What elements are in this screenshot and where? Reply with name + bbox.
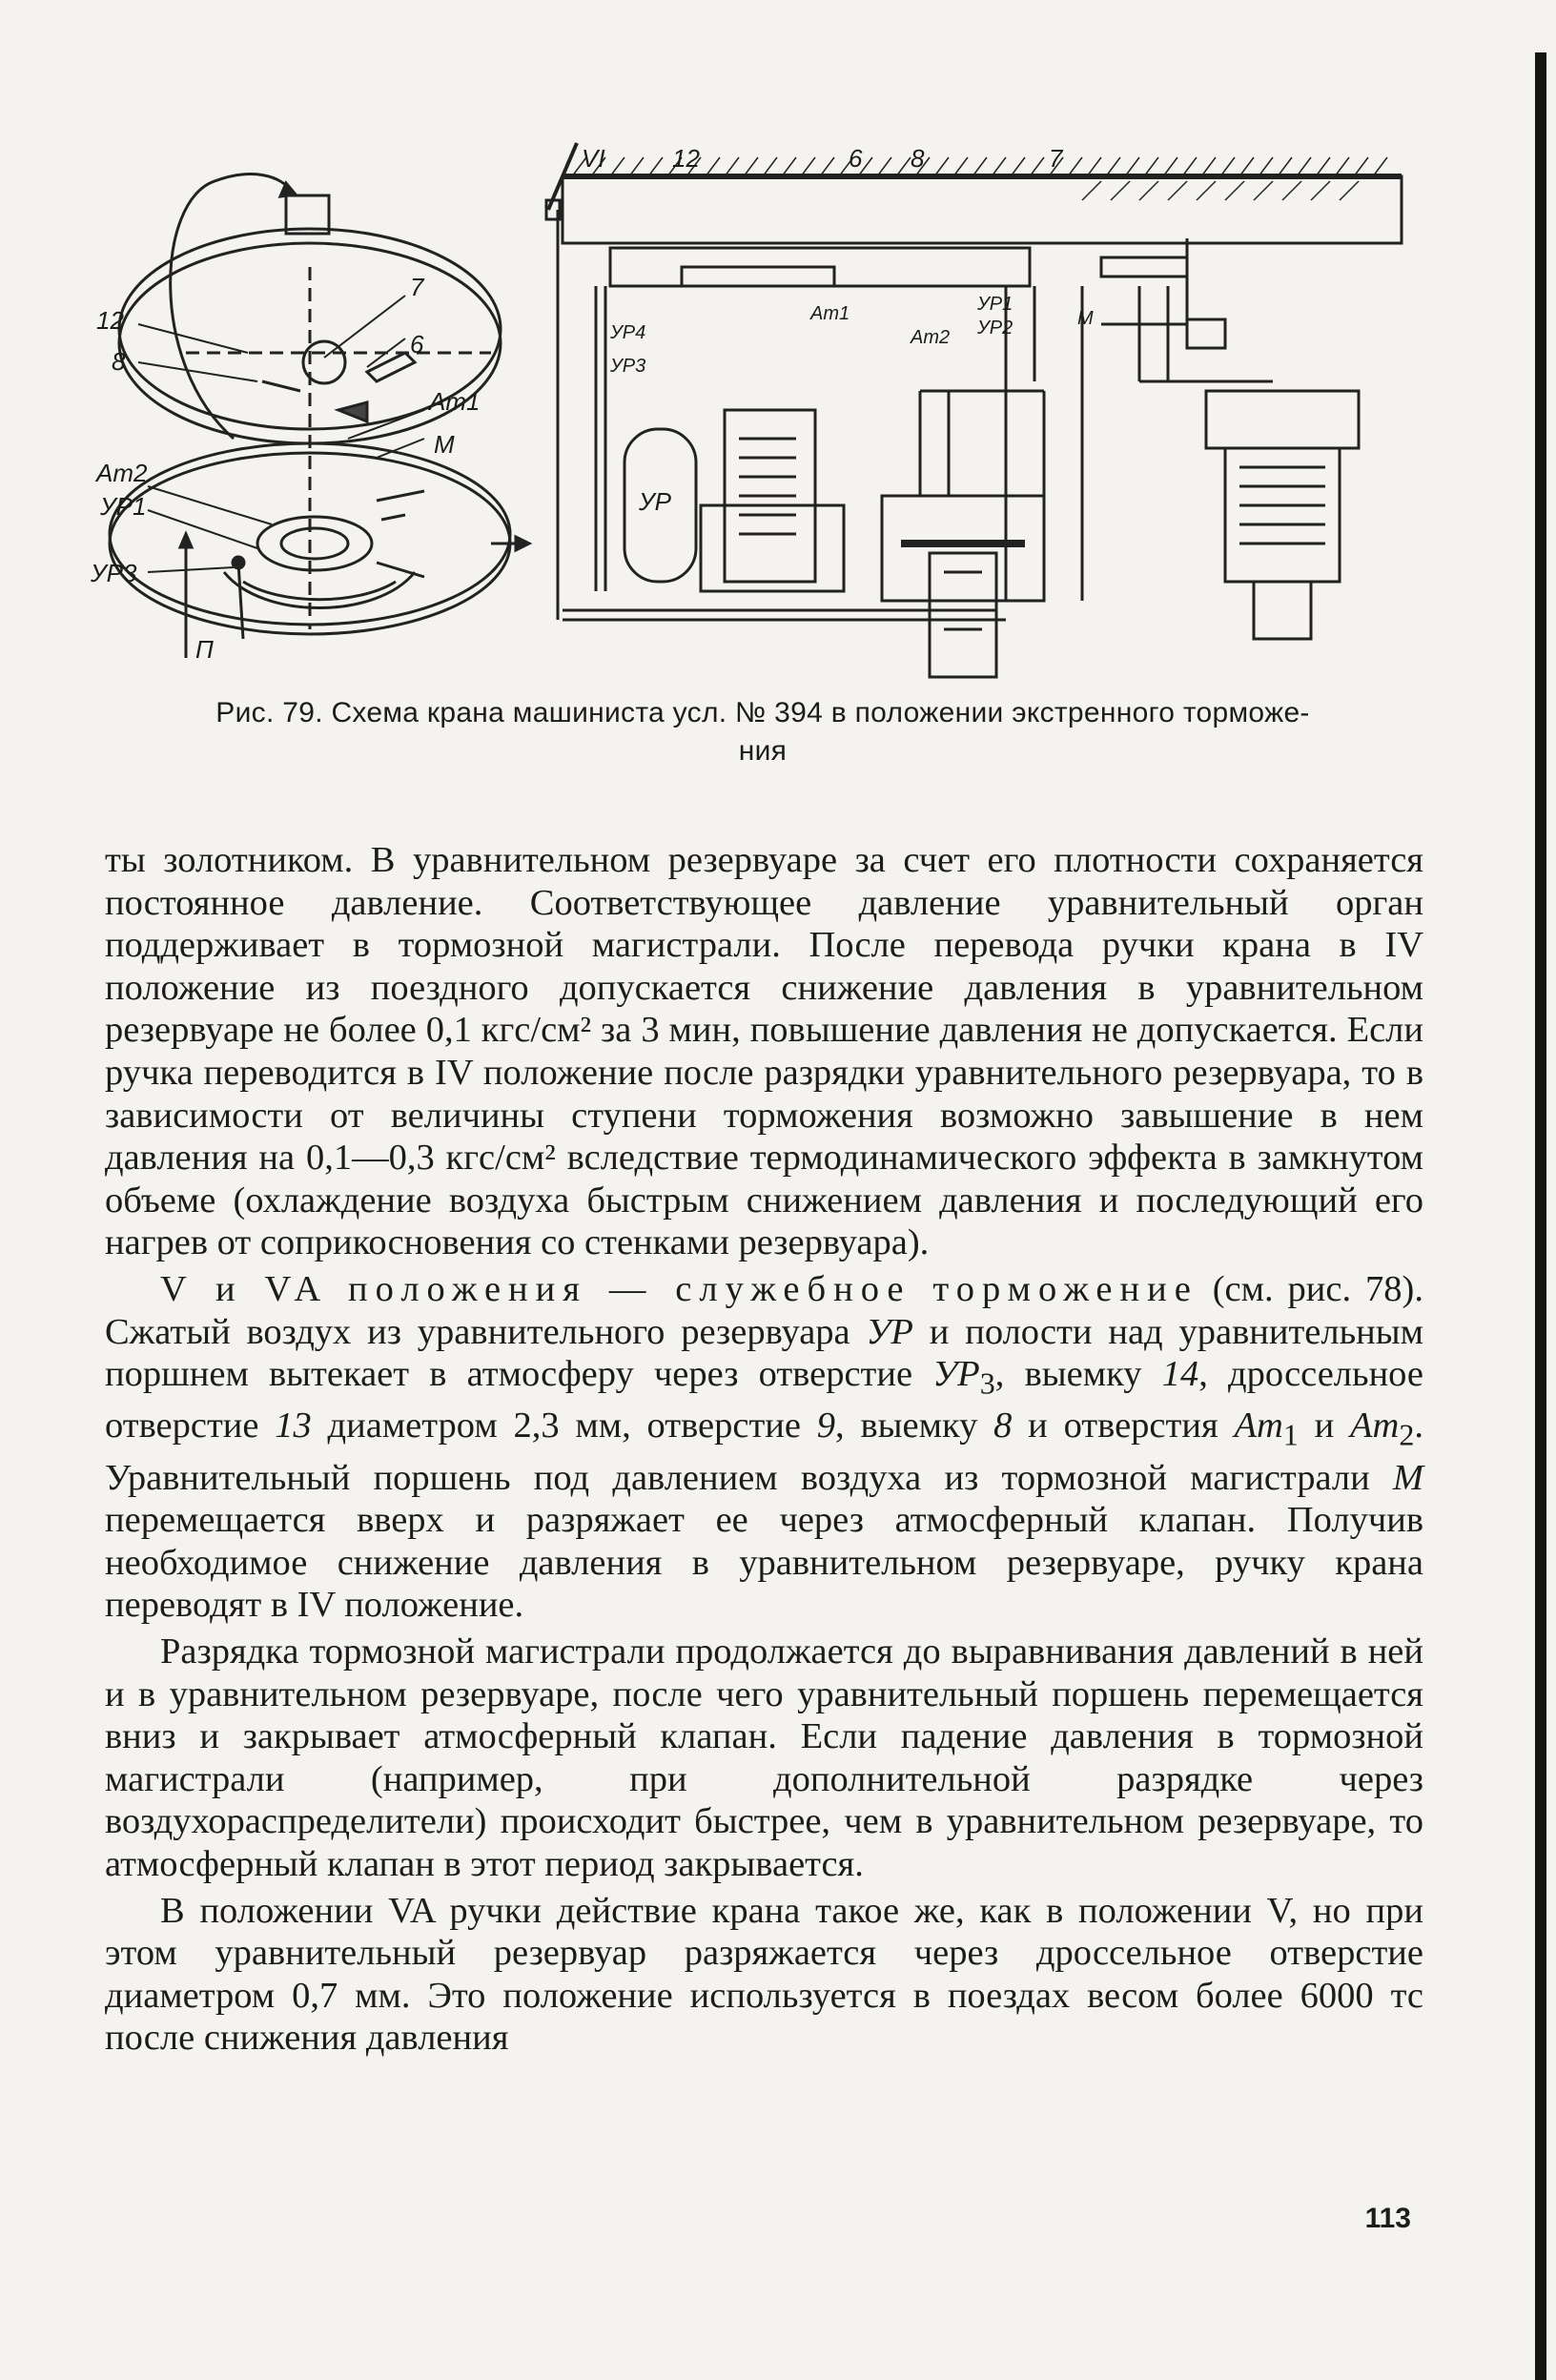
label-7: 7 — [410, 273, 424, 301]
label-p: П — [195, 635, 214, 664]
spool-exploded-view — [110, 174, 529, 658]
paragraph-2 — [105, 1268, 1423, 1627]
subscript: 2 — [1399, 1418, 1415, 1453]
text-run: , выемку — [994, 1354, 1162, 1395]
crane-section-view — [546, 143, 1402, 677]
term-at2: Ат — [1350, 1405, 1400, 1446]
text-run: и — [1298, 1405, 1350, 1446]
term-ur: УР — [866, 1311, 913, 1352]
label-12: 12 — [96, 306, 124, 335]
figure-79 — [91, 124, 1425, 687]
label-m: М — [434, 430, 455, 459]
term-14: 14 — [1161, 1354, 1199, 1395]
subscript: 3 — [979, 1365, 995, 1401]
label-ur1: УР1 — [100, 492, 147, 521]
label-8: 8 — [112, 347, 126, 376]
crane-diagram — [91, 124, 1425, 687]
paragraph-3: Разрядка тормозной магистрали продолжается до выравнивания давлений в ней и в уравнительном резервуаре, после чего уравнительный поршень перемещается вниз и закрывает атмосферный клапан. Если падение давления в тормозной магистрали (например, при дополнительной разрядке через воздухораспределители) происходит быстрее, чем в уравнительном резервуаре, то атмосферный клапан в этот период закрывается. — [105, 1631, 1423, 1885]
page-body — [105, 839, 1423, 2060]
text-run: , дроссельное отверстие — [105, 1354, 1423, 1446]
label-top-8: 8 — [911, 144, 925, 173]
section-heading-inline: V и VA положения — служебное торможение — [160, 1268, 1198, 1309]
label-ur3: УР3 — [91, 559, 137, 587]
paragraph-1: ты золотником. В уравнительном резервуаре за счет его плотности сохраняется постоянное давление. Соответствующее давление уравнительный орган поддерживает в тормозной магистрали. После перевода ручки крана в IV положение из поездного допускается снижение давления в уравнительном резервуаре не более 0,1 кгс/см² за 3 мин, повышение давления не допускается. Если ручка переводится в IV положение после разрядки уравнительного резервуара, то в зависимости от величины ступени торможения возможно завышение в нем давления на 0,1—0,3 кгс/см² вследствие термодинамического эффекта в замкнутом объеме (охлаждение воздуха быстрым снижением давления и последующий его нагрев от соприкосновения со стенками резервуара). — [105, 840, 1423, 1263]
label-at1: Ат1 — [429, 387, 481, 416]
label-ur-reservoir: УР — [639, 487, 671, 516]
page-number: 113 — [1364, 2203, 1411, 2234]
label-top-12: 12 — [672, 144, 700, 173]
text-run: и полости над уравнительным поршнем вытекает в атмосферу через отверстие — [105, 1311, 1423, 1395]
label-inner-m: М — [1077, 308, 1094, 329]
term-m: М — [1392, 1457, 1423, 1498]
term-13: 13 — [275, 1405, 312, 1446]
text-run: диаметром 2,3 мм, отверстие — [311, 1405, 817, 1446]
text-run: (см. рис. 78). Сжатый воздух из уравнительного резервуара — [105, 1268, 1423, 1352]
subscript: 1 — [1282, 1418, 1299, 1453]
page-edge-shadow — [1535, 52, 1546, 2380]
text-run: перемещается вверх и разряжает ее через атмосферный клапан. Получив необходимое снижение давления в уравнительном резервуаре, ручку крана переводят в IV положение. — [105, 1500, 1423, 1626]
text-run: . Уравнительный поршень под давлением воздуха из тормозной магистрали — [105, 1405, 1423, 1498]
figure-caption — [114, 694, 1411, 770]
label-inner-ur1: УР1 — [977, 294, 1013, 315]
term-8: 8 — [993, 1405, 1013, 1446]
caption-line-1: Рис. 79. Схема крана машиниста усл. № 394 в положении экстренного торможе- — [215, 697, 1310, 728]
term-9: 9 — [816, 1405, 836, 1446]
label-ur4: УР4 — [610, 322, 646, 343]
paragraph-4: В положении VA ручки действие крана такое же, как в положении V, но при этом уравнительный резервуар разряжается через дроссельное отверстие диаметром 0,7 мм. Это положение используется в поездах весом более 6000 тс после снижения давления — [105, 1890, 1423, 2059]
label-inner-ur3: УР3 — [610, 356, 646, 377]
label-top-7: 7 — [1049, 144, 1063, 173]
label-top-6: 6 — [849, 144, 863, 173]
term-at1: Ат — [1234, 1405, 1283, 1446]
label-inner-at2: Ат2 — [911, 327, 951, 348]
label-inner-at1: Ат1 — [810, 303, 850, 324]
caption-line-2: ния — [738, 735, 788, 767]
text-run: и отверстия — [1012, 1405, 1235, 1446]
term-ur3: УР — [932, 1354, 980, 1395]
label-inner-ur2: УР2 — [977, 318, 1013, 339]
label-vi: VI — [582, 144, 605, 173]
label-6: 6 — [410, 330, 424, 359]
text-run: , выемку — [835, 1405, 994, 1446]
label-at2: Ат2 — [96, 459, 148, 487]
